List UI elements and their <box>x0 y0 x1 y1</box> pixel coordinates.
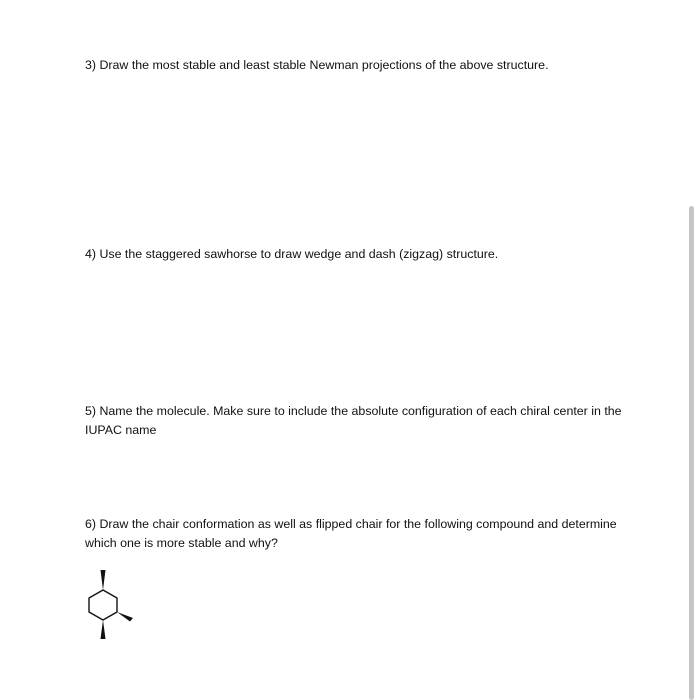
side-wedge-bond <box>117 612 133 622</box>
question-3: 3) Draw the most stable and least stable Newman projections of the above structure. <box>85 58 549 72</box>
question-5: 5) Name the molecule. Make sure to include the absolute configuration of each chiral center in the IUPAC name <box>85 404 622 437</box>
cyclohexane-ring <box>89 590 117 620</box>
bottom-wedge-bond <box>101 620 106 639</box>
question-4: 4) Use the staggered sawhorse to draw wedge and dash (zigzag) structure. <box>85 247 499 261</box>
vertical-scrollbar[interactable] <box>689 206 694 700</box>
question-6: 6) Draw the chair conformation as well as flipped chair for the following compound and determine which one is more stable and why? <box>85 517 617 550</box>
cyclohexane-structure-icon <box>74 560 144 642</box>
top-wedge-bond <box>101 570 106 590</box>
